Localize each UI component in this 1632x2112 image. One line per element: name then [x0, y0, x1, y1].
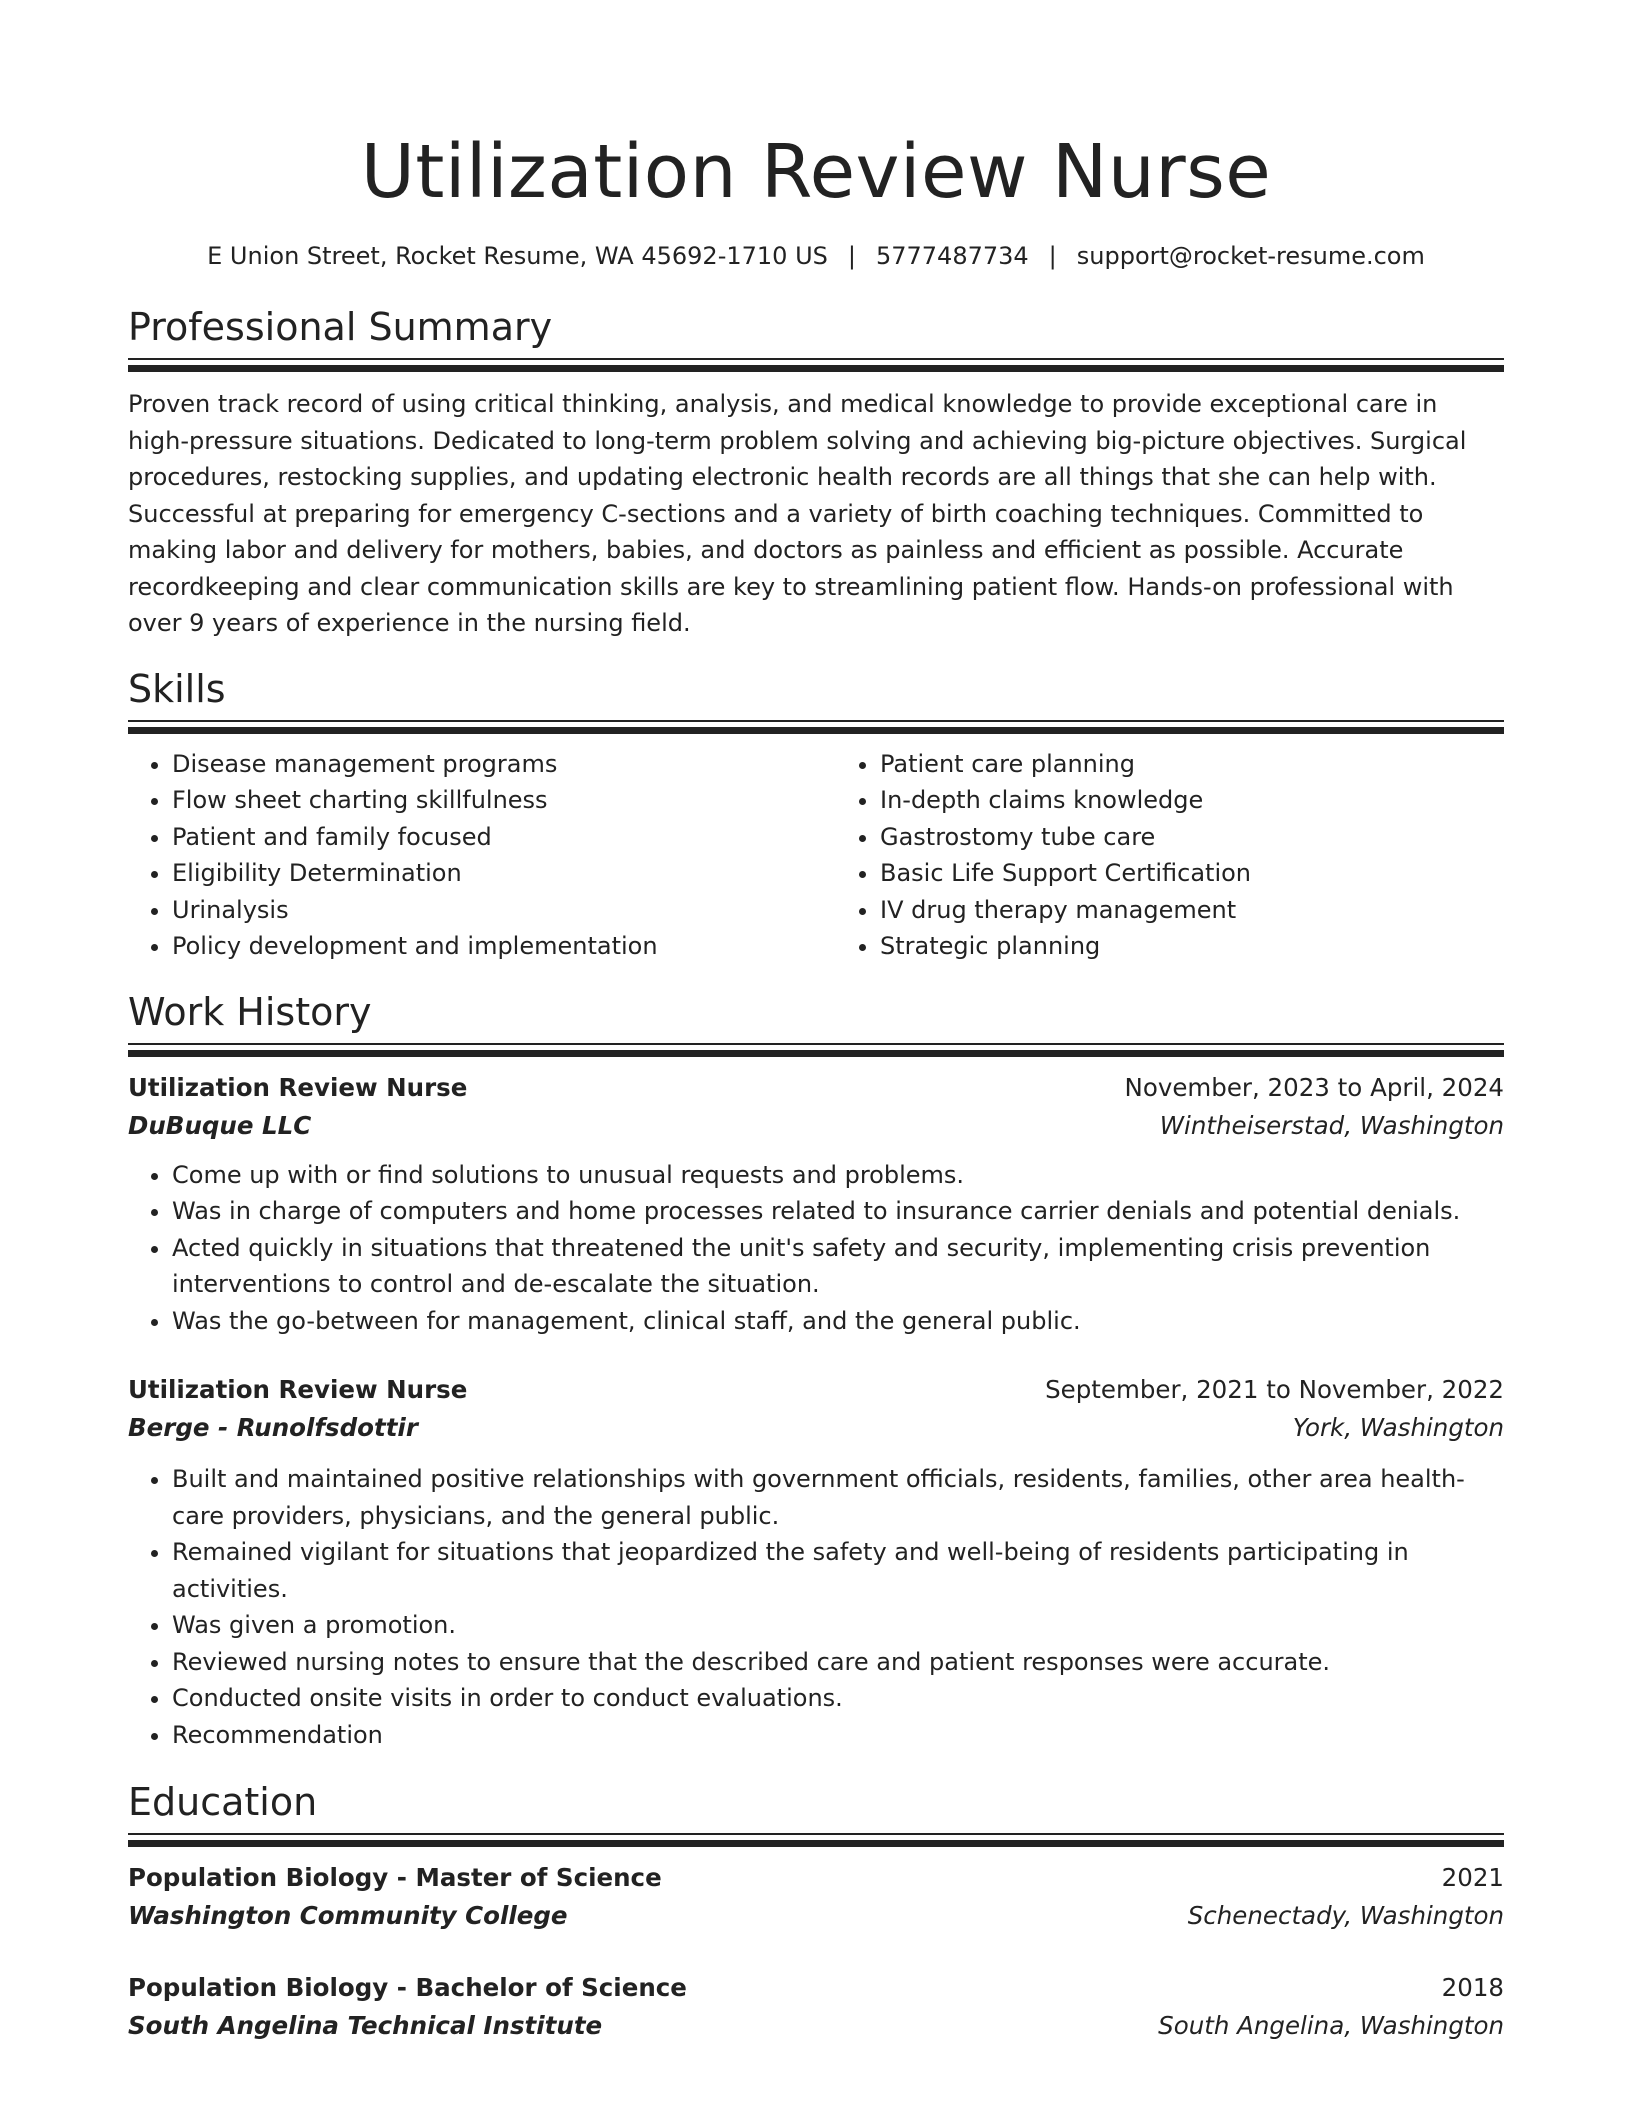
- job-bullet: • Was in charge of computers and home processes related to insurance carrier denials and potential denials.: [172, 1193, 1504, 1230]
- contact-address: E Union Street, Rocket Resume, WA 45692-1710 US: [207, 242, 828, 270]
- education-heading: Education: [128, 1780, 318, 1824]
- skill-item: • Patient and family focused: [172, 819, 796, 856]
- job-header: [128, 1371, 1504, 1409]
- job-subheader: [128, 1107, 1504, 1145]
- job-header: [128, 1069, 1504, 1107]
- education-school: South Angelina Technical Institute: [128, 2011, 603, 2040]
- education-section: [128, 1777, 1504, 2045]
- section-divider: [128, 1833, 1504, 1847]
- skill-item: • IV drug therapy management: [880, 892, 1504, 929]
- job-bullet: • Remained vigilant for situations that jeopardized the safety and well-being of residents participating in activities.: [172, 1534, 1504, 1607]
- job-company: DuBuque LLC: [128, 1110, 312, 1140]
- skill-item: • Flow sheet charting skillfulness: [172, 782, 796, 819]
- education-header: [128, 1859, 1504, 1897]
- skills-heading: Skills: [128, 666, 226, 711]
- skill-item: • In-depth claims knowledge: [880, 782, 1504, 819]
- job-entry: [128, 1371, 1504, 1753]
- skill-item: • Gastrostomy tube care: [880, 819, 1504, 856]
- education-subheader: [128, 1897, 1504, 1935]
- skills-section: [128, 664, 1504, 965]
- job-bullets: [128, 1461, 1504, 1753]
- job-bullet: • Was given a promotion.: [172, 1607, 1504, 1644]
- summary-text: Proven track record of using critical thinking, analysis, and medical knowledge to provide exceptional care in high-pressure situations. Dedicated to long-term problem solving and achieving big-picture objectives. Surgical procedures, restocking supplies, and updating electronic health records are all things that she can help with. Successful at preparing for emergency C-sections and a variety of birth coaching techniques. Committed to making labor and delivery for mothers, babies, and doctors as painless and efficient as possible. Accurate recordkeeping and clear communication skills are key to streamlining patient flow. Hands-on professional with over 9 years of experience in the nursing field.: [128, 390, 1467, 637]
- work-heading: Work History: [128, 989, 372, 1034]
- job-bullet: • Reviewed nursing notes to ensure that the described care and patient responses were accurate.: [172, 1644, 1504, 1681]
- job-bullet: • Built and maintained positive relationships with government officials, residents, families, other area health-care providers, physicians, and the general public.: [172, 1461, 1504, 1534]
- job-bullet: • Conducted onsite visits in order to conduct evaluations.: [172, 1680, 1504, 1717]
- skill-item: • Basic Life Support Certification: [880, 855, 1504, 892]
- education-year: 2021: [1441, 1863, 1504, 1892]
- job-location: York, Washington: [1292, 1413, 1504, 1442]
- skills-grid: [128, 746, 1504, 965]
- skill-item: • Patient care planning: [880, 746, 1504, 783]
- job-bullet: • Come up with or find solutions to unusual requests and problems.: [172, 1157, 1504, 1194]
- education-location: South Angelina, Washington: [1158, 2011, 1504, 2040]
- job-dates: November, 2023 to April, 2024: [1124, 1072, 1504, 1102]
- skills-list-left: [128, 746, 796, 965]
- education-location: Schenectady, Washington: [1187, 1901, 1504, 1930]
- contact-email: support@rocket-resume.com: [1076, 242, 1425, 270]
- contact-separator: |: [847, 242, 856, 270]
- skill-item: • Disease management programs: [172, 746, 796, 783]
- resume-name: Utilization Review Nurse: [360, 129, 1272, 215]
- work-section: [128, 987, 1504, 1754]
- summary-heading: Professional Summary: [128, 305, 553, 349]
- skill-item: • Eligibility Determination: [172, 855, 796, 892]
- contact-separator: |: [1048, 242, 1057, 270]
- skill-item: • Strategic planning: [880, 928, 1504, 965]
- job-entry: [128, 1069, 1504, 1340]
- contact-line: [128, 240, 1504, 272]
- job-company: Berge - Runolfsdottir: [128, 1413, 418, 1442]
- skill-item: • Urinalysis: [172, 892, 796, 929]
- education-year: 2018: [1441, 1973, 1504, 2002]
- section-divider: [128, 1043, 1504, 1057]
- job-bullet: • Acted quickly in situations that threatened the unit's safety and security, implementing crisis prevention interventions to control and de-escalate the situation.: [172, 1230, 1504, 1303]
- contact-phone: 5777487734: [875, 242, 1029, 270]
- job-dates: September, 2021 to November, 2022: [1045, 1375, 1504, 1404]
- education-degree: Population Biology - Master of Science: [128, 1863, 662, 1892]
- job-title: Utilization Review Nurse: [128, 1072, 468, 1102]
- education-entry: [128, 1859, 1504, 1935]
- section-divider: [128, 720, 1504, 734]
- job-bullet: • Was the go-between for management, clinical staff, and the general public.: [172, 1303, 1504, 1340]
- summary-section: [128, 302, 1504, 642]
- skill-item: • Policy development and implementation: [172, 928, 796, 965]
- job-location: Wintheiserstad, Washington: [1159, 1110, 1504, 1140]
- job-subheader: [128, 1409, 1504, 1447]
- education-school: Washington Community College: [128, 1901, 568, 1930]
- education-header: [128, 1969, 1504, 2007]
- job-bullet: • Recommendation: [172, 1717, 1504, 1754]
- job-bullets: [128, 1157, 1504, 1340]
- education-subheader: [128, 2007, 1504, 2045]
- education-entry: [128, 1969, 1504, 2045]
- education-degree: Population Biology - Bachelor of Science: [128, 1973, 687, 2002]
- section-divider: [128, 358, 1504, 372]
- skills-list-right: [836, 746, 1504, 965]
- job-title: Utilization Review Nurse: [128, 1375, 468, 1404]
